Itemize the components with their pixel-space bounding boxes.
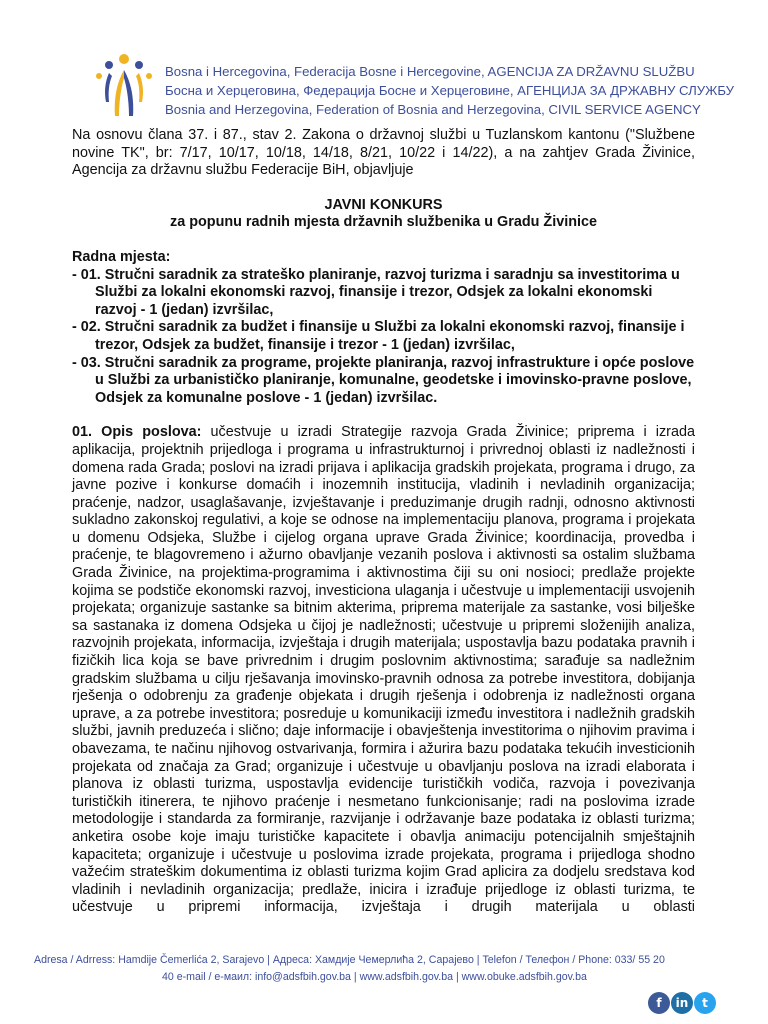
title-block <box>72 197 695 232</box>
letterhead <box>88 52 768 124</box>
job-description-paragraph <box>72 424 695 917</box>
document-subtitle: za popunu radnih mjesta državnih službenika u Gradu Živinice <box>170 214 597 231</box>
job-description-label: 01. Opis poslova: <box>72 424 202 441</box>
positions-heading: Radna mjesta: <box>72 248 171 265</box>
footer-contact-line: 40 e-mail / е-маил: info@adsfbih.gov.ba | www.adsfbih.gov.ba | www.obuke.adsfbih.gov.ba <box>162 971 587 983</box>
document-title: JAVNI KONKURS <box>324 196 443 213</box>
social-links <box>648 992 716 1014</box>
linkedin-icon[interactable]: in <box>671 992 693 1014</box>
agency-name-latin: Bosna i Hercegovina, Federacija Bosne i Hercegovine, AGENCIJA ZA DRŽAVNU SLUŽBU <box>165 64 695 79</box>
footer <box>0 952 768 1024</box>
agency-name-cyrillic: Босна и Херцеговина, Федерација Босне и Херцеговине, АГЕНЦИЈА ЗА ДРЖАВНУ СЛУЖБУ <box>165 83 735 98</box>
job-description-text: učestvuje u izradi Strategije razvoja Grada Živinice; priprema i izrada aplikacija, projektnih prijedloga i programa u infrastrukturnoj i privrednoj oblasti iz nadležnosti i domena rada Grada; poslovi na izradi prijava i aplikacija gradskih projekata, programa i drugo, za javne pozive i konkurse domaćih i inozemnih institucija, vladinih i nevladinih organizacija; praćenje, nadzor, usaglašavanje, izvještavanje i preduzimanje drugih radnji, odnosno aktivnosti sukladno zakonskoj regulativi, a koje se odnose na implementaciju planova, programa i projekata u domenu Odsjeka, Službe i cijelog organa uprave Grada Živinice; koordinacija, provedba i praćenje, te blagovremeno i ažurno obavljanje vezanih poslova i aktivnosti sa ostalim službama Grada Živinice, na projektima-programima i aktivnostima čiji su oni nosioci; predlaže projekte kojima se podstiče ekonomski razvoj, investiciona ulaganja i učestvuje u implementaciji usvojenih projekata; organizuje sastanke sa bitnim akterima, priprema materijale za sastanke, vosi bilješke sa sastanaka iz domena Odsjeka u čijoj je nadležnosti; učestvuje u pripremi složenijih analiza, razvojnih projekata, informacija, izvještaja i drugih materijala; uspostavlja bazu podataka pravnih i fizičkih lica koja se bave privrednim i drugim poslovnim aktivnostima; sarađuje sa nadležnim gradskim službama u cilju rješavanja imovinsko-pravnih odnosa za potrebe investitora, dobijanja rješenja o odobrenju za građenje objekata i drugih rješenja i odobrenja iz nadležnosti organa uprave, a za potrebe investitora; posreduje u komunikaciji između investitora i nadležnih gradskih službi, javnih preduzeća i slično; daje informacije i obavještenja investitorima o njihovim pravima i obavezama, te načinu njihovog ostvarivanja, formira i ažurira bazu podataka tekućih investicionih projekata od značaja za Grad; organizuje i učestvuje u obavljanju poslova na izradi elaborata i planova iz oblasti turizma, uspostavlja evidencije turističkih vodiča, razvoja i povezivanja turističkih itinerera, te njihovo praćenje i nesmetano funkcionisanje; radi na poslovima izrade metodologije i standarda za formiranje, razvijanje i održavanje baze podataka iz oblasti turizma; anketira osobe koje imaju turističke kapacitete i obavlja animaciju potencijalnih smještajnih kapaciteta; organizuje i učestvuje u poslovima izrade projekata, programa i prijedloga shodno važećim strateškim dokumentima iz oblasti turizma kojim Grad aplicira za dodjelu sredstava kod vladinih i nevladinih organizacija; predlaže, inicira i izrađuje prijedloge iz oblasti turizma, te učestvuje u pripremi informacija, izvještaja i drugih materijala u oblasti <box>72 424 695 916</box>
intro-paragraph: Na osnovu člana 37. i 87., stav 2. Zakona o državnoj službi u Tuzlanskom kantonu ("Službene novine TK", br: 7/17, 10/17, 10/18, 14/18, 8/21, 10/22 i 14/22), a na zahtjev Grada Živinice, Agencija za državnu službu Federacije BiH, objavljuje <box>72 127 695 179</box>
agency-figures-logo <box>88 52 160 124</box>
footer-address-line: Adresa / Adrress: Hamdije Čemerlića 2, Sarajevo | Адреса: Хамдије Чемерлића 2, Сарајево | Telefon / Телефон / Phone: 033/ 55 20 <box>34 954 665 966</box>
position-item: - 03. Stručni saradnik za programe, projekte planiranja, razvoj infrastrukture i opće poslove u Službi za urbanističko planiranje, komunalne, geodetske i imovinsko-pravne poslove, Odsjek za komunalne poslove - 1 (jedan) izvršilac. <box>72 354 695 406</box>
position-item: - 02. Stručni saradnik za budžet i finansije u Službi za lokalni ekonomski razvoj, finansije i trezor, Odsjek za budžet, finansije i trezor - 1 (jedan) izvršilac, <box>72 319 685 353</box>
document-body <box>72 127 695 931</box>
twitter-icon[interactable]: t <box>694 992 716 1014</box>
facebook-icon[interactable]: f <box>648 992 670 1014</box>
position-item: - 01. Stručni saradnik za strateško planiranje, razvoj turizma i saradnju sa investitorima u Službi za lokalni ekonomski razvoj, finansije i trezor, Odsjek za lokalni ekonomski razvoj - 1 (jedan) izvršilac, <box>72 266 680 318</box>
agency-name-english: Bosnia and Herzegovina, Federation of Bosnia and Herzegovina, CIVIL SERVICE AGENCY <box>165 102 701 117</box>
